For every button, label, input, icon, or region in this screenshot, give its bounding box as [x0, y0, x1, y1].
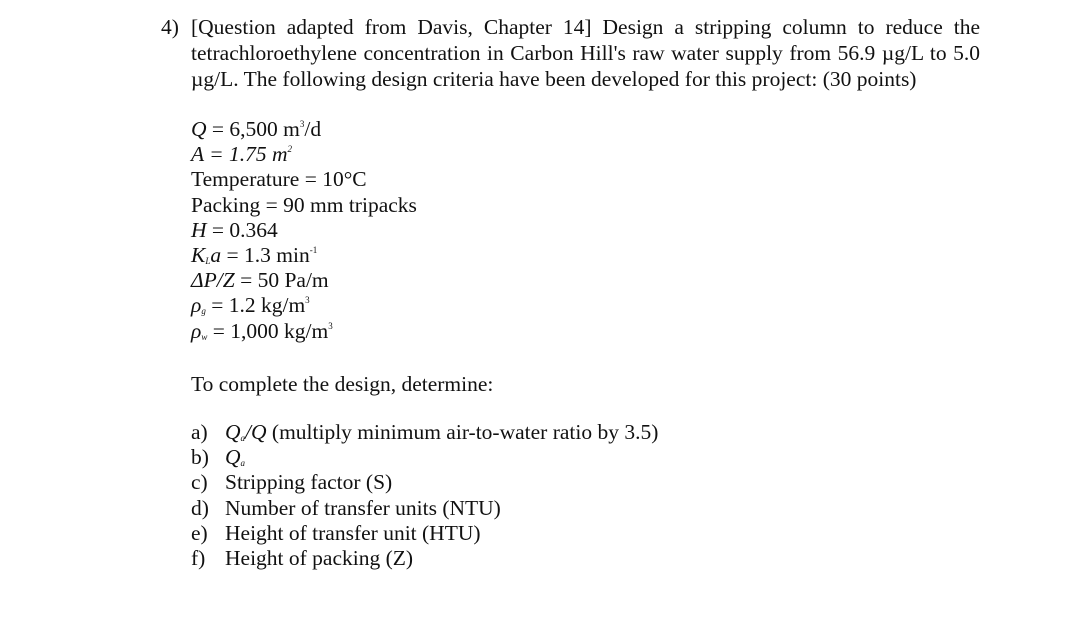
equals-sign: = — [203, 142, 230, 167]
part-letter: f) — [191, 546, 206, 571]
criterion-mass-transfer-coefficient — [191, 243, 417, 268]
criterion-pressure-drop-value: 50 Pa/m — [257, 268, 329, 293]
criterion-flow-unit: /d — [304, 117, 322, 141]
question-statement: [Question adapted from Davis, Chapter 14] Design a stripping column to reduce the tetrachloroethylene concentration in Carbon Hill's raw water supply from 56.9 µg/L to 5.0 µg/L. The following design criteria have been developed for this project: (30 points) — [191, 15, 980, 91]
part-c-text: Stripping factor (S) — [225, 470, 393, 495]
part-f-text: Height of packing (Z) — [225, 546, 414, 571]
criterion-pressure-drop — [191, 268, 417, 293]
criterion-packing: Packing = 90 mm tripacks — [191, 192, 417, 217]
superscript: 3 — [305, 295, 310, 306]
criterion-water-density-symbol: ρ — [191, 318, 202, 343]
part-d-text: Number of transfer units (NTU) — [225, 495, 501, 520]
criterion-pressure-drop-symbol: ΔP/Z — [191, 268, 235, 293]
criterion-henry-symbol: H — [191, 217, 207, 242]
part-letter: b) — [191, 445, 209, 470]
superscript: 3 — [328, 320, 333, 331]
criterion-flow-rate — [191, 117, 417, 142]
part-a-symbol: Q — [225, 420, 241, 444]
part-f — [191, 546, 658, 571]
equals-sign: = — [206, 217, 230, 242]
part-d — [191, 496, 658, 521]
part-letter: a) — [191, 420, 208, 444]
superscript: 2 — [287, 144, 293, 155]
superscript: -1 — [309, 245, 318, 256]
part-a-symbol-denominator: /Q — [245, 420, 267, 444]
equals-sign: = — [207, 318, 231, 343]
criterion-gas-density-value: 1.2 kg/m — [228, 293, 306, 318]
criterion-kla-symbol: K — [191, 243, 206, 268]
criterion-kla-value: 1.3 min — [244, 243, 310, 268]
part-a-text: (multiply minimum air-to-water ratio by 3.5) — [266, 420, 659, 444]
criterion-henry-value: 0.364 — [229, 217, 278, 242]
subscript: L — [205, 256, 211, 267]
part-a — [191, 420, 658, 445]
part-letter: e) — [191, 520, 208, 545]
criterion-temperature: Temperature = 10°C — [191, 167, 367, 192]
part-e — [191, 521, 658, 546]
part-b-symbol: Q — [225, 445, 241, 470]
subscript: g — [201, 306, 206, 317]
question-parts-list — [191, 420, 658, 571]
criterion-flow-symbol: Q — [191, 117, 207, 141]
design-criteria-list — [191, 117, 417, 344]
equals-sign: = — [221, 243, 244, 268]
criterion-area — [191, 142, 417, 167]
criterion-henry-constant — [191, 218, 417, 243]
criterion-gas-density — [191, 293, 417, 318]
design-prompt: To complete the design, determine: — [191, 372, 494, 396]
subscript: a — [240, 433, 246, 443]
criterion-water-density — [191, 319, 417, 344]
criterion-gas-density-symbol: ρ — [191, 293, 202, 318]
criterion-area-symbol: A — [191, 142, 204, 167]
criterion-kla-symbol-tail: a — [210, 243, 222, 268]
question-number: 4) — [161, 15, 179, 39]
equals-sign: = — [234, 268, 258, 293]
part-letter: c) — [191, 470, 208, 495]
criterion-water-density-value: 1,000 kg/m — [230, 318, 329, 343]
superscript: 3 — [299, 119, 305, 129]
subscript: a — [240, 458, 246, 469]
part-c — [191, 470, 658, 495]
subscript: w — [201, 331, 208, 342]
criterion-flow-value: 6,500 m — [229, 117, 300, 141]
part-b — [191, 445, 658, 470]
equals-sign: = — [206, 117, 230, 141]
part-e-text: Height of transfer unit (HTU) — [225, 520, 481, 545]
part-letter: d) — [191, 495, 209, 520]
criterion-area-value: 1.75 m — [229, 142, 288, 167]
equals-sign: = — [205, 293, 229, 318]
